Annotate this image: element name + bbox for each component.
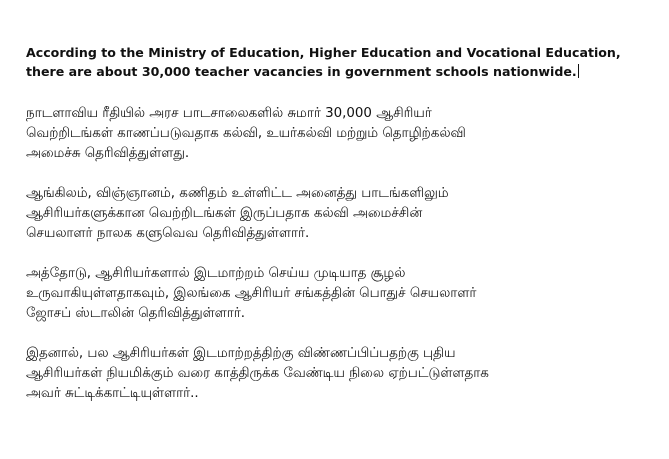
paragraph-2-line-2: ஆசிரியர்களுக்கான வெற்றிடங்கள் இருப்பதாக கல்வி அமைச்சின்: [26, 206, 423, 221]
paragraph-2-line-1: ஆங்கிலம், விஞ்ஞானம், கணிதம் உள்ளிட்ட அனைத்து பாடங்களிலும்: [26, 186, 449, 201]
lead-line-2-text: there are about 30,000 teacher vacancies in government schools nationwide.: [26, 64, 577, 79]
paragraph-4-line-3: அவர் சுட்டிக்காட்டியுள்ளார்..: [26, 386, 199, 401]
english-lead-paragraph: [26, 43, 656, 81]
tamil-paragraph-3: [26, 264, 656, 324]
paragraph-1-line-2: வெற்றிடங்கள் காணப்படுவதாக கல்வி, உயர்கல்வி மற்றும் தொழிற்கல்வி: [26, 126, 466, 141]
paragraph-3-line-3: ஜோசப் ஸ்டாலின் தெரிவித்துள்ளார்.: [26, 306, 245, 321]
paragraph-4-line-1: இதனால், பல ஆசிரியர்கள் இடமாற்றத்திற்கு விண்ணப்பிப்பதற்கு புதிய: [26, 346, 456, 361]
article-body: [26, 43, 656, 404]
paragraph-4-line-2: ஆசிரியர்கள் நியமிக்கும் வரை காத்திருக்க வேண்டிய நிலை ஏற்பட்டுள்ளதாக: [26, 366, 489, 381]
tamil-paragraph-4: [26, 344, 656, 404]
paragraph-3-line-1: அத்தோடு, ஆசிரியர்களால் இடமாற்றம் செய்ய முடியாத சூழல்: [26, 266, 406, 281]
paragraph-3-line-2: உருவாகியுள்ளதாகவும், இலங்கை ஆசிரியர் சங்கத்தின் பொதுச் செயலாளர்: [26, 286, 477, 301]
paragraph-2-line-3: செயலாளர் நாலக களுவெவ தெரிவித்துள்ளார்.: [26, 226, 310, 241]
paragraph-1-line-3: அமைச்சு தெரிவித்துள்ளது.: [26, 146, 190, 161]
tamil-paragraph-1: [26, 104, 656, 164]
tamil-paragraph-2: [26, 184, 656, 244]
paragraph-1-line-1: நாடளாவிய ரீதியில் அரச பாடசாலைகளில் சுமார் 30,000 ஆசிரியர்: [26, 106, 432, 121]
lead-line-1: According to the Ministry of Education, Higher Education and Vocational Education,: [26, 45, 621, 60]
text-cursor: [578, 64, 579, 78]
lead-line-2: [26, 62, 656, 81]
